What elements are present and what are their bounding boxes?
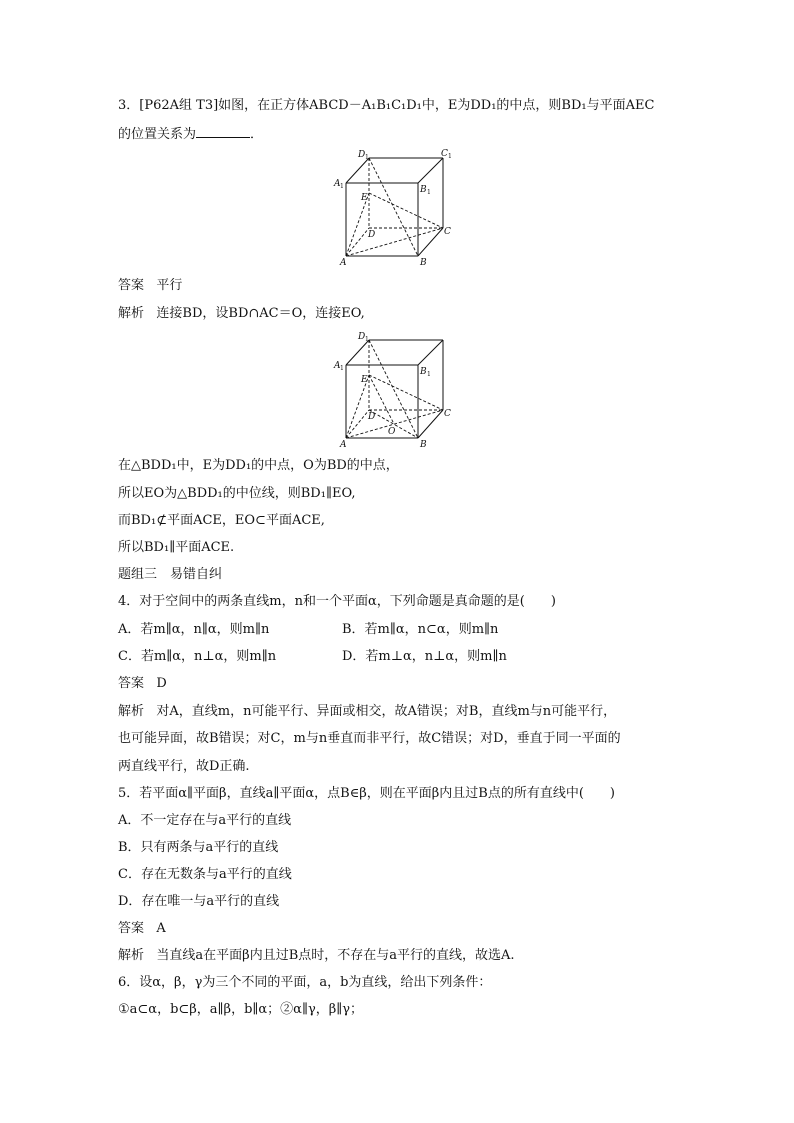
label-D: D	[368, 230, 376, 240]
answer-text: D	[156, 676, 167, 691]
cube-figure-2	[332, 330, 462, 452]
analysis-text: 对A，直线m，n可能平行、异面或相交，故A错误；对B，直线m与n可能平行，	[156, 704, 617, 719]
label-B: B	[420, 440, 427, 448]
label-B1-sub: 1	[427, 189, 431, 196]
q4-analysis-line2: 也可能异面，故B错误；对C，m与n垂直而非平行，故C错误；对D，垂直于同一平面的	[118, 731, 621, 746]
q4-stem: 4．对于空间中的两条直线m，n和一个平面α，下列命题是真命题的是( )	[118, 594, 556, 609]
answer-label: 答案	[118, 676, 145, 691]
label-C: C	[444, 409, 451, 419]
label-B1: B	[420, 367, 427, 377]
q3-stem-line1: 3．[P62A组 T3]如图，在正方体ABCD－A₁B₁C₁D₁中，E为DD₁的中点，则BD₁与平面AEC	[118, 98, 655, 113]
q5-analysis	[118, 946, 688, 966]
analysis-label: 解析	[118, 948, 145, 963]
q4-option-b: B．若m∥α，n⊂α，则m∥n	[342, 622, 499, 637]
label-D1-sub: 1	[365, 336, 369, 343]
q3-analysis-line4: 而BD₁⊄平面ACE，EO⊂平面ACE,	[118, 513, 325, 528]
q4-option-d: D．若m⊥α，n⊥α，则m∥n	[342, 649, 507, 664]
analysis-text: 连接BD，设BD∩AC＝O，连接EO,	[156, 306, 365, 321]
label-B1: B	[420, 185, 427, 195]
label-D: D	[368, 412, 376, 422]
q4-options-row2	[118, 647, 688, 667]
cube-figure-1	[332, 148, 462, 270]
label-A1-sub: 1	[340, 183, 344, 190]
label-B: B	[420, 258, 427, 266]
label-A: A	[340, 258, 347, 266]
q4-option-a: A．若m∥α，n∥α，则m∥n	[118, 622, 270, 637]
answer-text: A	[156, 921, 166, 936]
label-E: E	[361, 375, 368, 385]
label-C: C	[444, 227, 451, 237]
q6-conditions: ①a⊂α，b⊂β，a∥β，b∥α；②α∥γ，β∥γ；	[118, 1002, 364, 1017]
q3-analysis-line5: 所以BD₁∥平面ACE.	[118, 540, 235, 555]
q3-stem-text: 的位置关系为	[118, 127, 197, 142]
answer-text: 平行	[156, 278, 183, 293]
label-D1: D	[358, 150, 366, 160]
answer-blank	[196, 124, 250, 138]
q5-option-b: B．只有两条与a平行的直线	[118, 840, 279, 855]
label-O: O	[388, 427, 396, 437]
section-heading: 题组三 易错自纠	[118, 567, 223, 582]
label-A: A	[340, 440, 347, 448]
answer-label: 答案	[118, 921, 145, 936]
q3-analysis-line2: 在△BDD₁中，E为DD₁的中点，O为BD的中点，	[118, 458, 399, 473]
q3-analysis-line1	[118, 304, 688, 324]
q4-analysis-line3: 两直线平行，故D正确.	[118, 759, 250, 774]
q4-option-c: C．若m∥α，n⊥α，则m∥n	[118, 649, 277, 664]
q5-answer	[118, 919, 688, 939]
label-E: E	[361, 193, 368, 203]
q3-answer	[118, 276, 688, 296]
label-D1-sub: 1	[365, 154, 369, 161]
analysis-label: 解析	[118, 704, 145, 719]
q4-analysis-line1	[118, 702, 688, 722]
label-B1-sub: 1	[427, 371, 431, 378]
label-A1: A	[334, 179, 341, 189]
q4-options-row1	[118, 620, 688, 640]
label-A1: A	[334, 361, 341, 371]
q3-stem-end: ．	[250, 127, 264, 142]
label-D1: D	[358, 332, 366, 342]
q3-analysis-line3: 所以EO为△BDD₁的中位线，则BD₁∥EO,	[118, 486, 356, 501]
label-A1-sub: 1	[340, 365, 344, 372]
q6-stem: 6．设α，β，γ为三个不同的平面，a，b为直线，给出下列条件：	[118, 975, 492, 990]
analysis-label: 解析	[118, 306, 145, 321]
q5-option-a: A．不一定存在与a平行的直线	[118, 813, 292, 828]
label-C1-sub: 1	[448, 153, 452, 160]
analysis-text: 当直线a在平面β内且过B点时，不存在与a平行的直线，故选A.	[156, 948, 515, 963]
q5-stem: 5．若平面α∥平面β，直线a∥平面α，点B∈β，则在平面β内且过B点的所有直线中( )	[118, 786, 616, 801]
q5-option-c: C．存在无数条与a平行的直线	[118, 867, 292, 882]
q3-stem-line2	[118, 124, 688, 145]
label-C1: C	[441, 149, 448, 159]
answer-label: 答案	[118, 278, 145, 293]
q5-option-d: D．存在唯一与a平行的直线	[118, 894, 280, 909]
q4-answer	[118, 674, 688, 694]
